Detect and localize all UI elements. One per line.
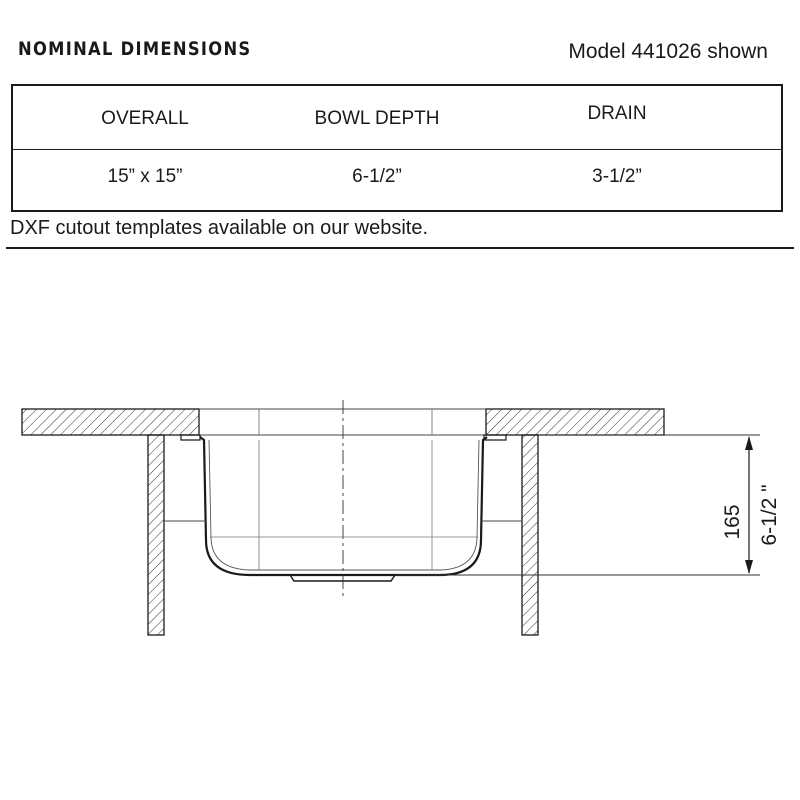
countertop-right [486,409,664,435]
sink-flange [181,435,506,440]
col-header-overall: OVERALL [101,108,189,129]
value-drain: 3-1/2” [592,166,642,187]
col-header-bowl-depth: BOWL DEPTH [314,108,440,129]
cabinet-wall-right [522,435,538,635]
model-note: Model 441026 shown [568,40,768,63]
value-bowl-depth: 6-1/2” [352,166,402,187]
sink-bowl-outer [200,437,487,575]
cabinet-wall-left [148,435,164,635]
depth-inch-label: 6-1/2 " [758,484,781,546]
depth-mm-label: 165 [721,504,744,540]
value-overall: 15” x 15” [107,166,183,187]
countertop-left [22,409,199,435]
col-header-drain: DRAIN [587,103,647,124]
sink-bowl-inner [209,440,479,570]
section-title: NOMINAL DIMENSIONS [18,38,252,60]
dxf-note: DXF cutout templates available on our website. [10,217,428,239]
